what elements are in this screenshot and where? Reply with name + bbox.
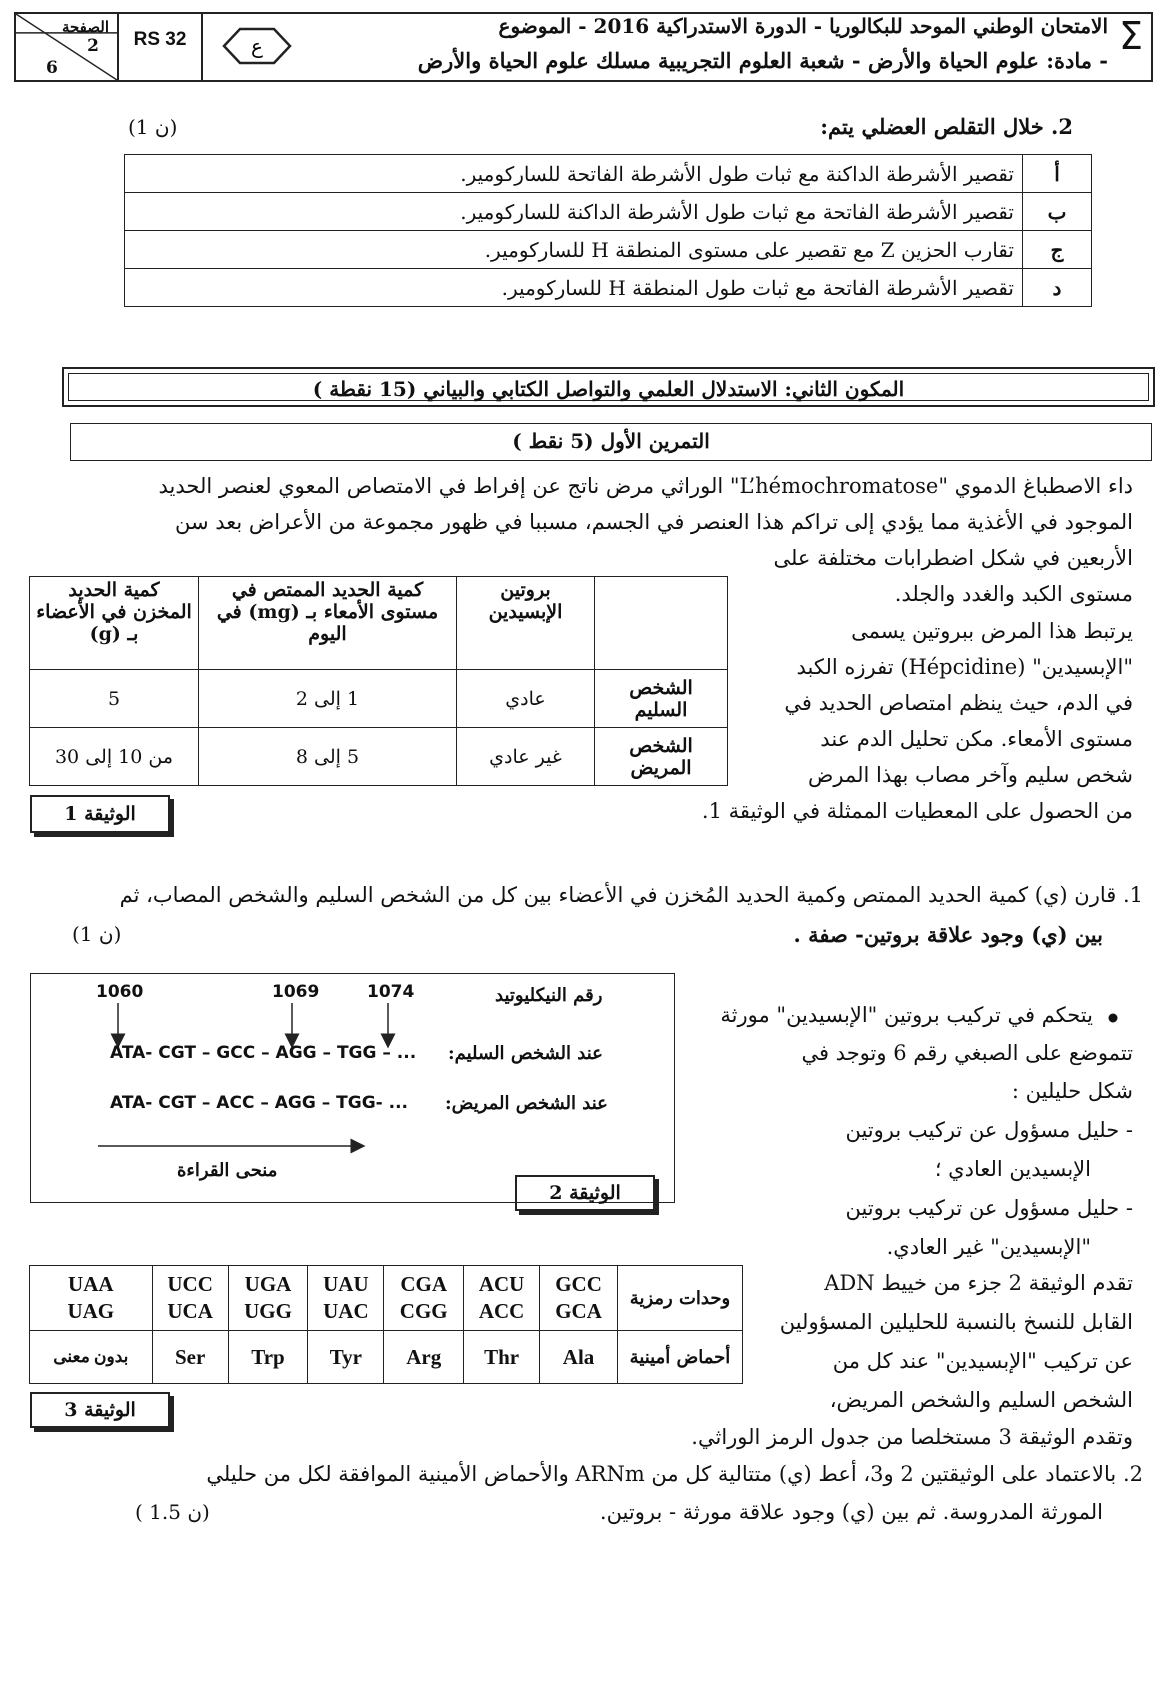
sigma-icon: Σ (1118, 14, 1143, 58)
codon-cell (540, 1266, 618, 1331)
mcq-option-text: تقارب الحزين Z مع تقصير على مستوى المنطقة H للساركومير. (125, 231, 1023, 269)
page-number: 2 (87, 36, 99, 56)
genes-line: شكل حليلين : (1011, 1079, 1133, 1103)
svg-text:ع: ع (251, 34, 263, 58)
exam-logo-icon (222, 26, 292, 66)
mcq-option-letter: ج (1023, 231, 1092, 269)
amino-acid-cell: Tyr (308, 1331, 384, 1384)
reading-direction-label: منحى القراءة (177, 1160, 278, 1181)
question-1-score: (1 ن) (72, 922, 122, 946)
doc1-header-absorbed: كمية الحديد الممتص في مستوى الأمعاء بـ (mg) في اليوم (199, 577, 457, 670)
codon-cell (152, 1266, 228, 1331)
amino-acid-cell: Arg (384, 1331, 464, 1384)
intro-side-line: مستوى الكبد والغدد والجلد. (894, 582, 1133, 606)
codon: GCC (555, 1272, 602, 1296)
intro-side-line: "الإبسيدين" (Hépcidine) تفرزه الكبد (796, 655, 1133, 679)
genes-line: تتموضع على الصبغي رقم 6 وتوجد في (801, 1041, 1133, 1065)
amino-acid-cell: بدون معنى (30, 1331, 153, 1384)
document-3-label: الوثيقة 3 (30, 1392, 170, 1428)
codon: UAC (323, 1299, 369, 1323)
doc1-header-stored: كمية الحديد المخزن في الأعضاء بـ (g) (30, 577, 199, 670)
doc2-description: عن تركيب "الإبسيدين" عند كل من (832, 1349, 1133, 1373)
section-title: المكون الثاني: الاستدلال العلمي والتواصل الكتابي والبياني (15 نقطة ) (312, 377, 905, 401)
amino-acid-cell: Ser (152, 1331, 228, 1384)
document-3-table (29, 1265, 743, 1384)
codon: UAG (67, 1299, 115, 1323)
exercise-title: التمرين الأول (5 نقط ) (512, 429, 710, 453)
table-row (30, 728, 728, 786)
codon: UGA (244, 1272, 292, 1296)
mcq-option (125, 231, 1092, 269)
doc1-row-label: الشخص المريض (595, 728, 728, 786)
doc3-description: وتقدم الوثيقة 3 مستخلصا من جدول الرمز الوراثي. (691, 1425, 1133, 1449)
codon: CGA (400, 1272, 448, 1296)
codon: CGG (399, 1299, 448, 1323)
intro-line-1: داء الاصطباغ الدموي "L’hémochromatose" الوراثي مرض ناتج عن إفراط في الامتصاص المعوي لعنصر الحديد (158, 474, 1133, 498)
exam-code: RS 32 (119, 12, 203, 82)
exercise-banner (70, 423, 1152, 461)
codon: UAU (323, 1272, 369, 1296)
amino-acid-cell: Trp (228, 1331, 308, 1384)
document-2-label: الوثيقة 2 (515, 1175, 655, 1211)
codon: UAA (68, 1272, 114, 1296)
amino-acid-cell: Thr (464, 1331, 540, 1384)
position-1074: 1074 (367, 982, 415, 1002)
question-2-title: 2. خلال التقلص العضلي يتم: (820, 114, 1073, 139)
doc2-description: القابل للنسخ بالنسبة للحليلين المسؤولين (779, 1310, 1133, 1334)
nucleotide-number-label: رقم النيكليوتيد (495, 985, 603, 1006)
question-1-line-2: بين (ي) وجود علاقة بروتين- صفة . (793, 922, 1103, 947)
position-1069: 1069 (272, 982, 320, 1002)
document-1-label: الوثيقة 1 (30, 795, 170, 833)
intro-side-line: شخص سليم وآخر مصاب بهذا المرض (807, 763, 1133, 787)
intro-side-line: الأربعين في شكل اضطرابات مختلفة على (773, 546, 1133, 570)
intro-line-2: الموجود في الأغذية مما يؤدي إلى تراكم هذا العنصر في الجسم، مسببا في ظهور مجموعة من الأعراض بعد سن (174, 510, 1133, 534)
codon-cell (228, 1266, 308, 1331)
codon: ACU (478, 1272, 525, 1296)
mcq-option-letter: د (1023, 269, 1092, 307)
mcq-option-text: تقصير الأشرطة الداكنة مع ثبات طول الأشرطة الفاتحة للساركومير. (125, 155, 1023, 193)
doc1-header-empty (595, 577, 728, 670)
intro-last-line: من الحصول على المعطيات الممثلة في الوثيقة 1. (701, 799, 1133, 823)
section-banner-inner (68, 373, 1149, 401)
mcq-option-letter: أ (1023, 155, 1092, 193)
amino-acid-row-label: أحماض أمينية (618, 1331, 743, 1384)
codon: UCA (167, 1299, 213, 1323)
codon-cell (308, 1266, 384, 1331)
mcq-option-text: تقصير الأشرطة الفاتحة مع ثبات طول الأشرطة الداكنة للساركومير. (125, 193, 1023, 231)
question-2b-line-2: المورثة المدروسة. ثم بين (ي) وجود علاقة مورثة - بروتين. (599, 1500, 1103, 1524)
document-1-table (29, 576, 728, 786)
sick-sequence: ATA- CGT – ACC – AGG – TGG- ... (110, 1093, 409, 1113)
codon: GCA (555, 1299, 602, 1323)
allele-1-line: الإبسيدين العادي ؛ (934, 1157, 1091, 1181)
question-2-score: (1 ن) (128, 115, 178, 139)
doc1-cell-stored: من 10 إلى 30 (30, 728, 199, 786)
page-label: الصفحة (61, 18, 109, 36)
allele-2-line: - حليل مسؤول عن تركيب بروتين (845, 1196, 1133, 1220)
mcq-option (125, 269, 1092, 307)
mcq-table (124, 154, 1092, 307)
page-total: 6 (46, 58, 58, 78)
exam-title: الامتحان الوطني الموحد للبكالوريا - الدورة الاستدراكية 2016 - الموضوع (498, 14, 1108, 38)
doc1-cell-protein: عادي (457, 670, 595, 728)
allele-1-line: - حليل مسؤول عن تركيب بروتين (845, 1118, 1133, 1142)
doc1-cell-stored: 5 (30, 670, 199, 728)
codon: UCC (167, 1272, 213, 1296)
intro-side-line: في الدم، حيث ينظم امتصاص الحديد في (784, 691, 1133, 715)
codon-cell (30, 1266, 153, 1331)
codon-row-label: وحدات رمزية (618, 1266, 743, 1331)
doc1-cell-protein: غير عادي (457, 728, 595, 786)
allele-2-line: "الإبسيدين" غير العادي. (886, 1235, 1091, 1259)
question-2b-score: ( 1.5 ن) (135, 1500, 210, 1524)
intro-side-line: يرتبط هذا المرض ببروتين يسمى (851, 619, 1133, 643)
codon: UGG (244, 1299, 292, 1323)
mcq-option (125, 193, 1092, 231)
amino-acid-cell: Ala (540, 1331, 618, 1384)
codon-cell (464, 1266, 540, 1331)
healthy-label: عند الشخص السليم: (448, 1043, 603, 1064)
doc1-cell-absorbed: 5 إلى 8 (199, 728, 457, 786)
doc2-description: الشخص السليم والشخص المريض، (829, 1388, 1133, 1412)
healthy-sequence: ATA- CGT – GCC – AGG – TGG – ... (110, 1043, 417, 1063)
doc1-row-label: الشخص السليم (595, 670, 728, 728)
position-1060: 1060 (96, 982, 144, 1002)
codon-cell (384, 1266, 464, 1331)
question-2b-line-1: 2. بالاعتماد على الوثيقتين 2 و3، أعط (ي) متتالية كل من ARNm والأحماض الأمينية الموافقة لكل من حليلي (206, 1462, 1143, 1486)
mcq-option (125, 155, 1092, 193)
mcq-option-letter: ب (1023, 193, 1092, 231)
codon: ACC (478, 1299, 525, 1323)
doc2-description: تقدم الوثيقة 2 جزء من خييط ADN (824, 1271, 1133, 1295)
intro-side-line: مستوى الأمعاء. مكن تحليل الدم عند (820, 727, 1133, 751)
mcq-option-text: تقصير الأشرطة الفاتحة مع ثبات طول المنطقة H للساركومير. (125, 269, 1023, 307)
sick-label: عند الشخص المريض: (445, 1093, 608, 1114)
bullet-icon (1107, 1012, 1119, 1024)
genes-line: يتحكم في تركيب بروتين "الإبسيدين" مورثة (720, 1003, 1093, 1027)
exam-subject: - مادة: علوم الحياة والأرض - شعبة العلوم التجريبية مسلك علوم الحياة والأرض (417, 48, 1108, 73)
page-number-box (14, 12, 119, 82)
table-row (30, 670, 728, 728)
doc1-cell-absorbed: 1 إلى 2 (199, 670, 457, 728)
doc1-header-protein: بروتين الإبسيدين (457, 577, 595, 670)
question-1-line-1: 1. قارن (ي) كمية الحديد الممتص وكمية الحديد المُخزن في الأعضاء بين كل من الشخص السليم والشخص المصاب، ثم (119, 883, 1143, 907)
section-banner (62, 367, 1155, 407)
